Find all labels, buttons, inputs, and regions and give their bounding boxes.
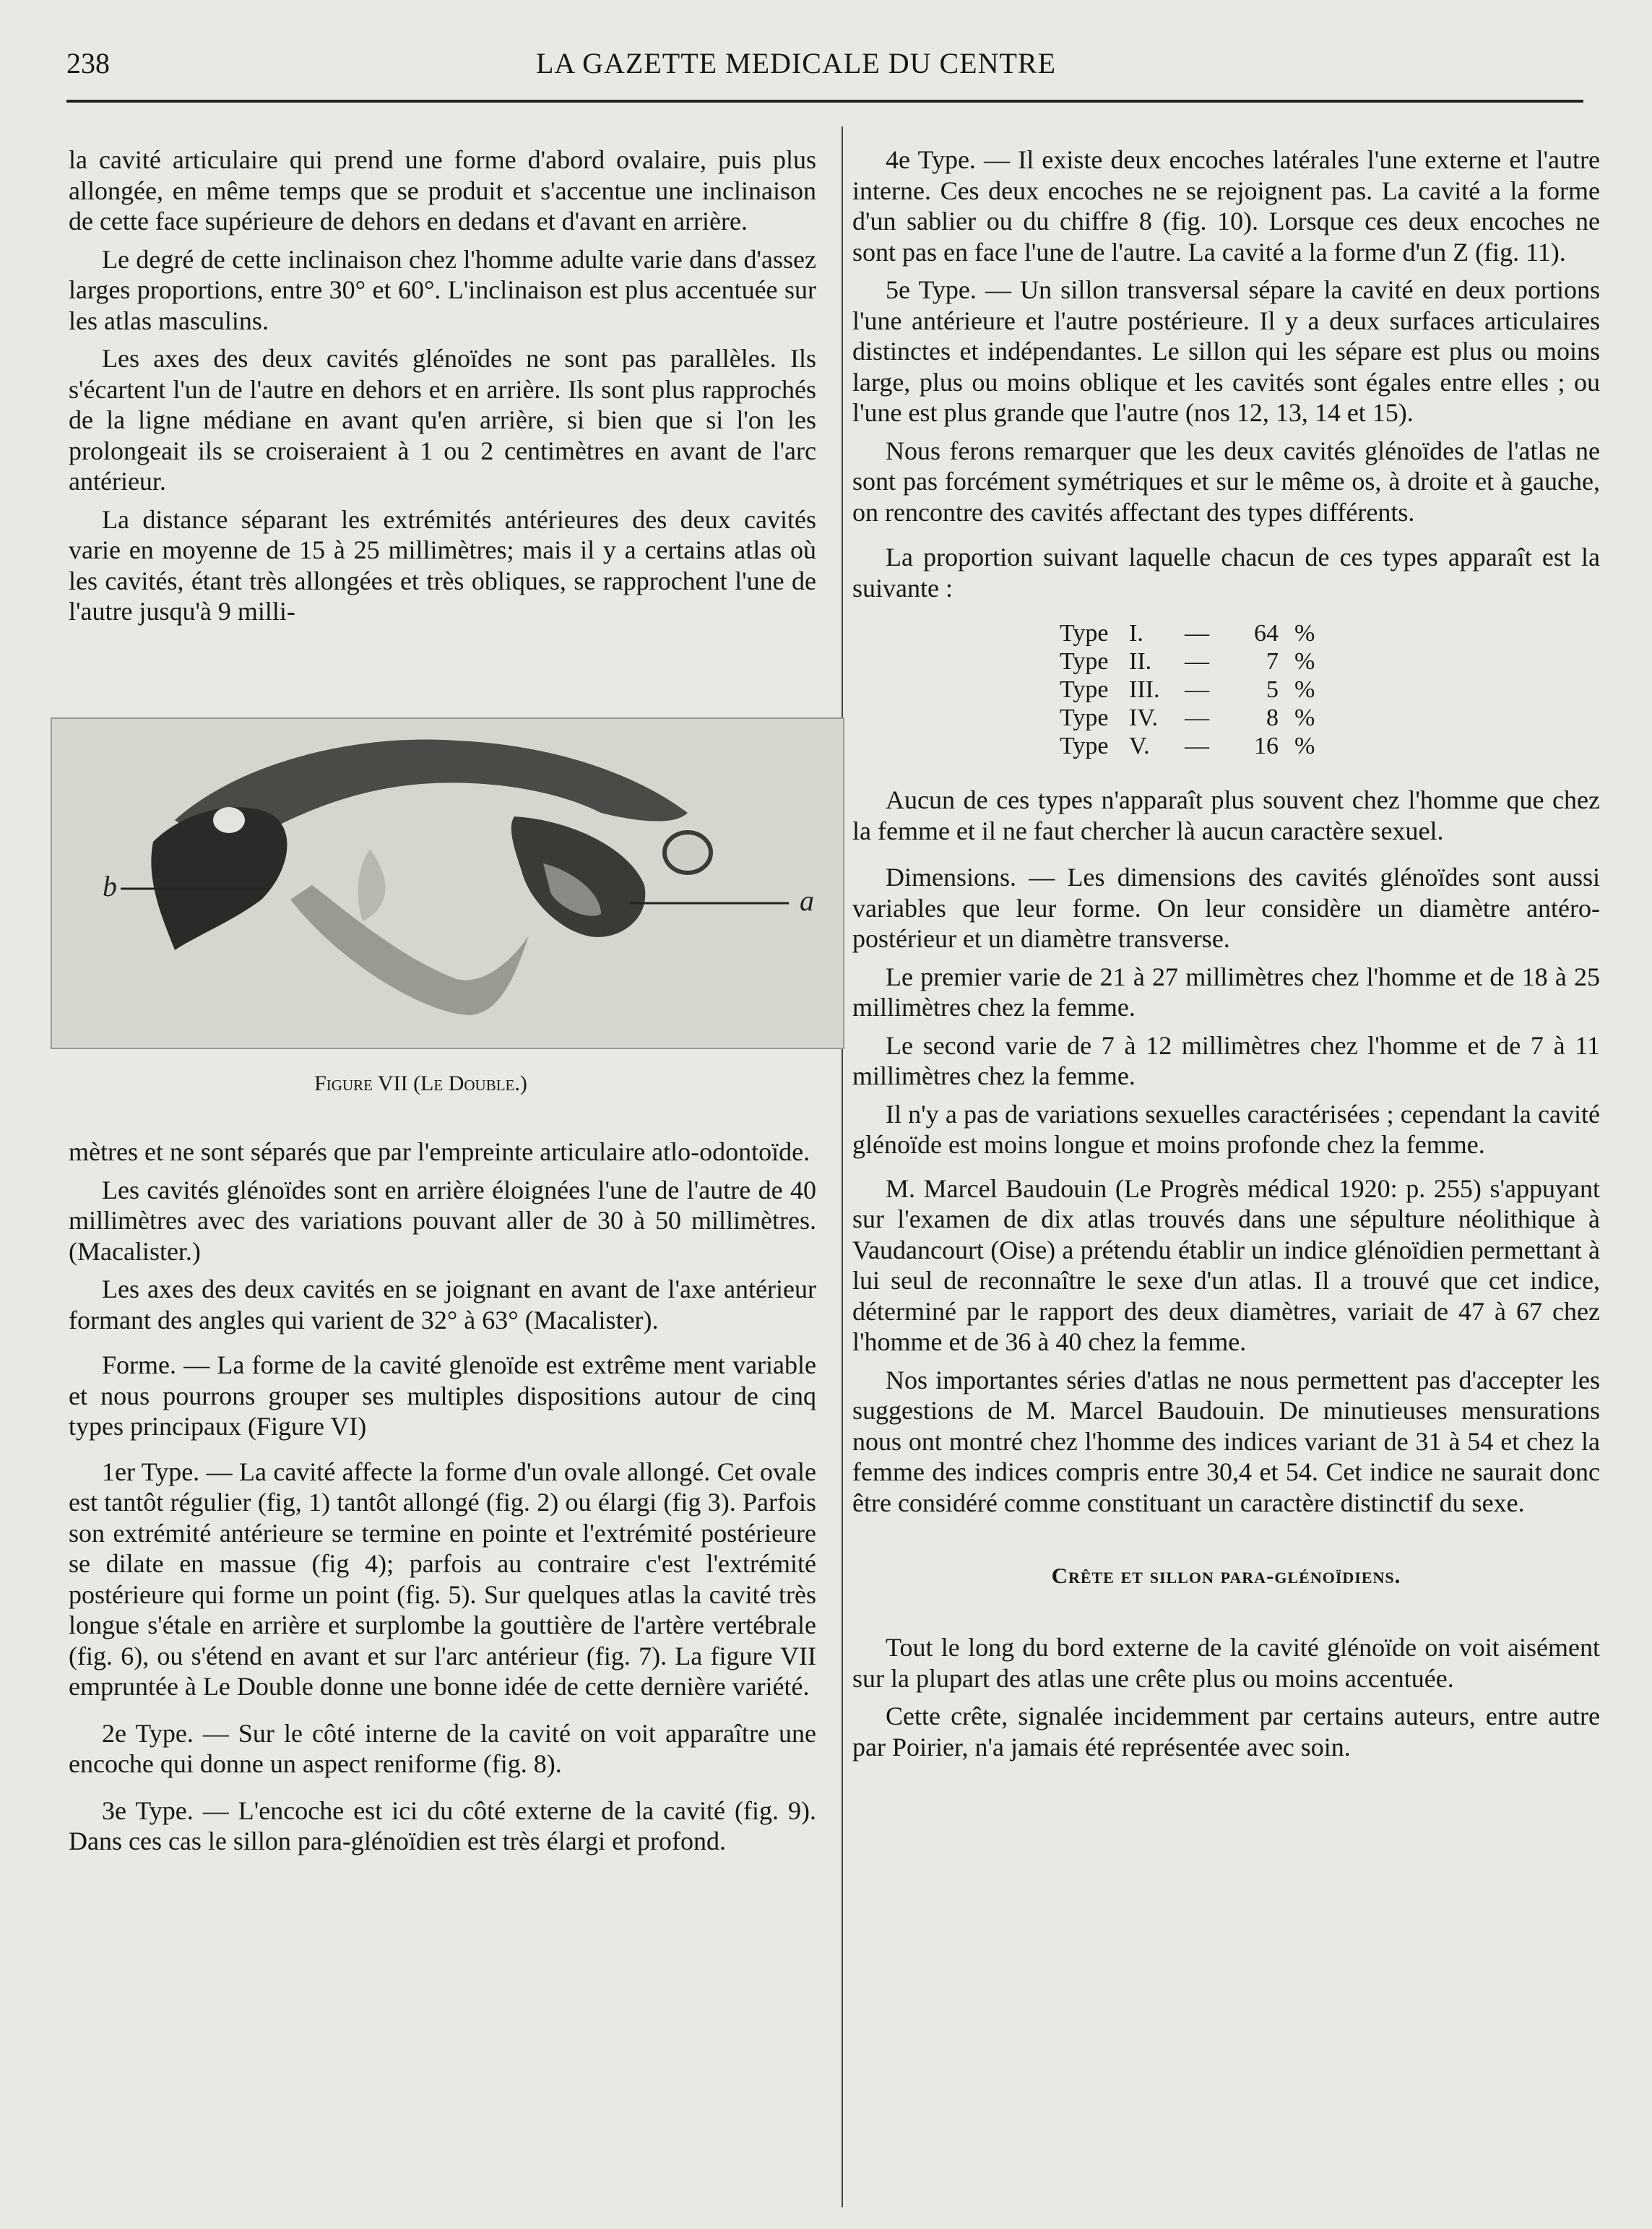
right-column (852, 145, 1600, 1769)
table-row (852, 619, 1600, 647)
paragraph: Nous ferons remarquer que les deux cavités glénoïdes de l'atlas ne sont pas forcément symétriques et sur le même os, à droite et à gauche, on rencontre des cavités affectant des types différents. (852, 436, 1600, 527)
paragraph: Cette crête, signalée incidemment par certains auteurs, entre autre par Poirier, n'a jamais été représentée avec soin. (852, 1702, 1600, 1762)
paragraph: mètres et ne sont séparés que par l'empreinte articulaire atlo-odontoïde. (69, 1137, 810, 1166)
paragraph: Dimensions. — Les dimensions des cavités glénoïdes sont aussi variables que leur forme. On leur considère un diamètre antéro-postérieur et un diamètre transverse. (852, 863, 1600, 953)
type-proportion-table (852, 619, 1600, 760)
type-label: Type (1060, 676, 1109, 703)
paragraph: La distance séparant les extrémités antérieures des deux cavités varie en moyenne de 15 à 25 millimètres; mais il y a certains atlas où les cavités, étant très allongées et très obliques, se rapprochent l'une de l'autre jusqu'à 9 milli- (69, 504, 816, 626)
header-rule (66, 100, 1583, 103)
paragraph: la cavité articulaire qui prend une forme d'abord ovalaire, puis plus allongée, en même temps que se produit et s'accentue une inclinaison de cette face supérieure de dehors en dedans et d'avant en arrière. (69, 145, 816, 236)
paragraph: Les cavités glénoïdes sont en arrière éloignées l'une de l'autre de 40 millimètres avec des variations pouvant aller de 30 à 50 millimètres. (Macalister.) (69, 1175, 816, 1266)
paragraph: Il n'y a pas de variations sexuelles caractérisées ; cependant la cavité glénoïde est moins longue et moins profonde chez la femme. (852, 1099, 1600, 1159)
figure-label-a: a (800, 884, 814, 917)
section-heading: Crête et sillon para-glénoïdiens. (1051, 1563, 1401, 1588)
type-unit: % (1294, 648, 1315, 675)
type-unit: % (1294, 676, 1315, 703)
column-divider (842, 126, 843, 2207)
paragraph: 5e Type. — Un sillon transversal sépare la cavité en deux portions l'une antérieure et l'autre postérieure. Il y a deux surfaces articulaires distinctes et indépendantes. Le sillon qui les sépare est plus ou moins large, plus ou moins oblique et les cavités sont égales entre elles ; ou l'une est plus grande que l'autre (nos 12, 13, 14 et 15). (852, 275, 1600, 427)
running-title: LA GAZETTE MEDICALE DU CENTRE (536, 47, 1057, 79)
table-row (852, 732, 1600, 760)
paragraph: 3e Type. — L'encoche est ici du côté externe de la cavité (fig. 9). Dans ces cas le sillon para-glénoïdien est très élargi et profond. (69, 1795, 816, 1855)
paragraph: 1er Type. — La cavité affecte la forme d'un ovale allongé. Cet ovale est tantôt régulier (fig, 1) tantôt allongé (fig. 2) ou élargi (fig 3). Parfois son extrémité antérieure se termine en pointe et l'extrémité postérieure se dilate en massue (fig 4); parfois au contraire c'est l'extrémité postérieure qui forme un point (fig. 5). Sur quelques atlas la cavité très longue s'étale en arrière et surplombe la gouttière de l'artère vertébrale (fig. 6), ou s'étend en avant et sur l'arc antérieur (fig. 7). La figure VII empruntée à Le Double donne une bonne idée de cette dernière variété. (69, 1457, 816, 1701)
type-value: 64 (1254, 620, 1279, 647)
type-dash: — (1185, 648, 1209, 675)
type-number: II. (1129, 648, 1152, 675)
type-label: Type (1060, 733, 1109, 759)
left-column-bottom (69, 1137, 816, 1864)
page-number: 238 (66, 47, 110, 79)
paragraph: Le second varie de 7 à 12 millimètres chez l'homme et de 7 à 11 millimètres chez la femme. (852, 1030, 1600, 1090)
type-number: V. (1129, 733, 1150, 759)
type-value: 16 (1254, 733, 1279, 759)
paragraph: 2e Type. — Sur le côté interne de la cavité on voit apparaître une encoche qui donne un aspect reniforme (fig. 8). (69, 1718, 816, 1778)
atlas-vertebra-drawing (52, 719, 843, 1048)
paragraph: Les axes des deux cavités en se joignant en avant de l'axe antérieur formant des angles qui varient de 32° à 63° (Macalister). (69, 1275, 816, 1335)
paragraph: M. Marcel Baudouin (Le Progrès médical 1920: p. 255) s'appuyant sur l'examen de dix atlas trouvés dans une sépulture néolithique à Vaudancourt (Oise) a prétendu établir un indice glénoïdien permettant à lui seul de reconnaître le sexe d'un atlas. Il a trouvé que cet indice, déterminé par le rapport des deux diamètres, variait de 47 à 67 chez l'homme et de 36 à 40 chez la femme. (852, 1173, 1600, 1356)
type-unit: % (1294, 704, 1315, 731)
type-label: Type (1060, 620, 1109, 647)
type-value: 7 (1266, 648, 1279, 675)
figure-caption: Figure VII (Le Double.) (314, 1072, 527, 1095)
figure-atlas-illustration (51, 717, 844, 1049)
type-dash: — (1185, 733, 1209, 759)
paragraph: Tout le long du bord externe de la cavité glénoïde on voit aisément sur la plupart des atlas une crête plus ou moins accentuée. (852, 1633, 1600, 1693)
paragraph: Le degré de cette inclinaison chez l'homme adulte varie dans d'assez larges proportions, entre 30° et 60°. L'inclinaison est plus accentuée sur les atlas masculins. (69, 244, 816, 335)
table-row (852, 647, 1600, 676)
paragraph: Nos importantes séries d'atlas ne nous permettent pas d'accepter les suggestions de M. Marcel Baudouin. De minutieuses mensurations nous ont montré chez l'homme des indices variant de 31 à 54 et chez la femme des indices compris entre 30,4 et 54. Cet indice ne saurait donc être considéré comme constituant un caractère distinctif du sexe. (852, 1365, 1600, 1517)
figure-label-b: b (103, 870, 117, 902)
table-row (852, 676, 1600, 704)
type-number: IV. (1129, 704, 1158, 731)
type-unit: % (1294, 733, 1315, 759)
type-dash: — (1185, 704, 1209, 731)
paragraph: La proportion suivant laquelle chacun de ces types apparaît est la suivante : (852, 543, 1600, 603)
left-column-top (69, 145, 816, 634)
type-label: Type (1060, 704, 1109, 731)
type-unit: % (1294, 620, 1315, 647)
type-dash: — (1185, 676, 1209, 703)
paragraph: Aucun de ces types n'apparaît plus souvent chez l'homme que chez la femme et il ne faut chercher là aucun caractère sexuel. (852, 785, 1600, 845)
type-value: 8 (1266, 704, 1279, 731)
type-value: 5 (1266, 676, 1279, 703)
type-dash: — (1185, 620, 1209, 647)
paragraph: Les axes des deux cavités glénoïdes ne sont pas parallèles. Ils s'écartent l'un de l'autre en dehors et en arrière. Ils sont plus rapprochés de la ligne médiane en avant qu'en arrière, si bien que si l'on les prolongeait ils se croiseraient à 1 ou 2 centimètres en avant de l'arc antérieur. (69, 344, 816, 496)
paragraph: 4e Type. — Il existe deux encoches latérales l'une externe et l'autre interne. Ces deux encoches ne se rejoignent pas. La cavité a la forme d'un sablier ou du chiffre 8 (fig. 10). Lorsque ces deux encoches ne sont pas en face l'une de l'autre. La cavité a la forme d'un Z (fig. 11). (852, 145, 1600, 267)
paragraph: Le premier varie de 21 à 27 millimètres chez l'homme et de 18 à 25 millimètres chez la femme. (852, 962, 1600, 1022)
type-label: Type (1060, 648, 1109, 675)
type-number: I. (1129, 620, 1143, 647)
type-number: III. (1129, 676, 1160, 703)
paragraph: Forme. — La forme de la cavité glenoïde est extrême ment variable et nous pourrons grouper ses multiples dispositions autour de cinq types principaux (Figure VI) (69, 1350, 816, 1441)
table-row (852, 704, 1600, 732)
page-header (66, 42, 1583, 92)
